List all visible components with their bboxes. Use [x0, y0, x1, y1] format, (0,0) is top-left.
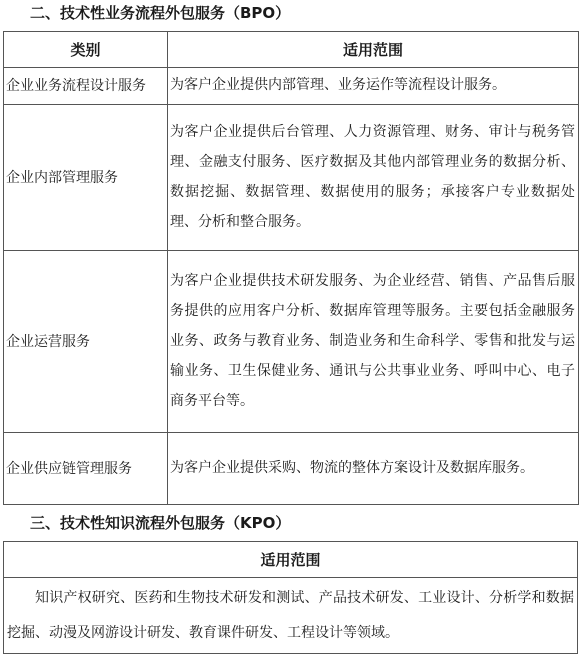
bpo-row-category: 企业业务流程设计服务: [4, 68, 168, 105]
bpo-header-category: 类别: [4, 32, 168, 68]
bpo-row-scope: 为客户企业提供采购、物流的整体方案设计及数据库服务。: [168, 433, 579, 505]
bpo-row-scope: 为客户企业提供后台管理、人力资源管理、财务、审计与税务管理、金融支付服务、医疗数据及其他内部管理业务的数据分析、数据挖掘、数据管理、数据使用的服务；承接客户专业数据处理、分析和整合服务。: [168, 105, 579, 251]
table-row: [4, 578, 578, 654]
bpo-table: [3, 31, 579, 505]
kpo-table: [3, 541, 578, 654]
bpo-row-scope: 为客户企业提供技术研发服务、为企业经营、销售、产品售后服务提供的应用客户分析、数据库管理等服务。主要包括金融服务业务、政务与教育业务、制造业务和生命科学、零售和批发与运输业务、卫生保健业务、通讯与公共事业业务、呼叫中心、电子商务平台等。: [168, 251, 579, 433]
kpo-header-scope: 适用范围: [4, 542, 578, 578]
table-row: [4, 433, 579, 505]
kpo-section-title: 三、技术性知识流程外包服务（KPO）: [30, 514, 291, 532]
table-row: [4, 68, 579, 105]
bpo-row-category: 企业供应链管理服务: [4, 433, 168, 505]
kpo-header-row: [4, 542, 578, 578]
bpo-header-row: [4, 32, 579, 68]
table-row: [4, 251, 579, 433]
bpo-row-category: 企业运营服务: [4, 251, 168, 433]
kpo-scope-text: 知识产权研究、医药和生物技术研发和测试、产品技术研发、工业设计、分析学和数据挖掘、动漫及网游设计研发、教育课件研发、工程设计等领域。: [4, 578, 578, 654]
bpo-section-title: 二、技术性业务流程外包服务（BPO）: [30, 4, 291, 22]
bpo-row-scope: 为客户企业提供内部管理、业务运作等流程设计服务。: [168, 68, 579, 105]
bpo-row-category: 企业内部管理服务: [4, 105, 168, 251]
table-row: [4, 105, 579, 251]
bpo-header-scope: 适用范围: [168, 32, 579, 68]
